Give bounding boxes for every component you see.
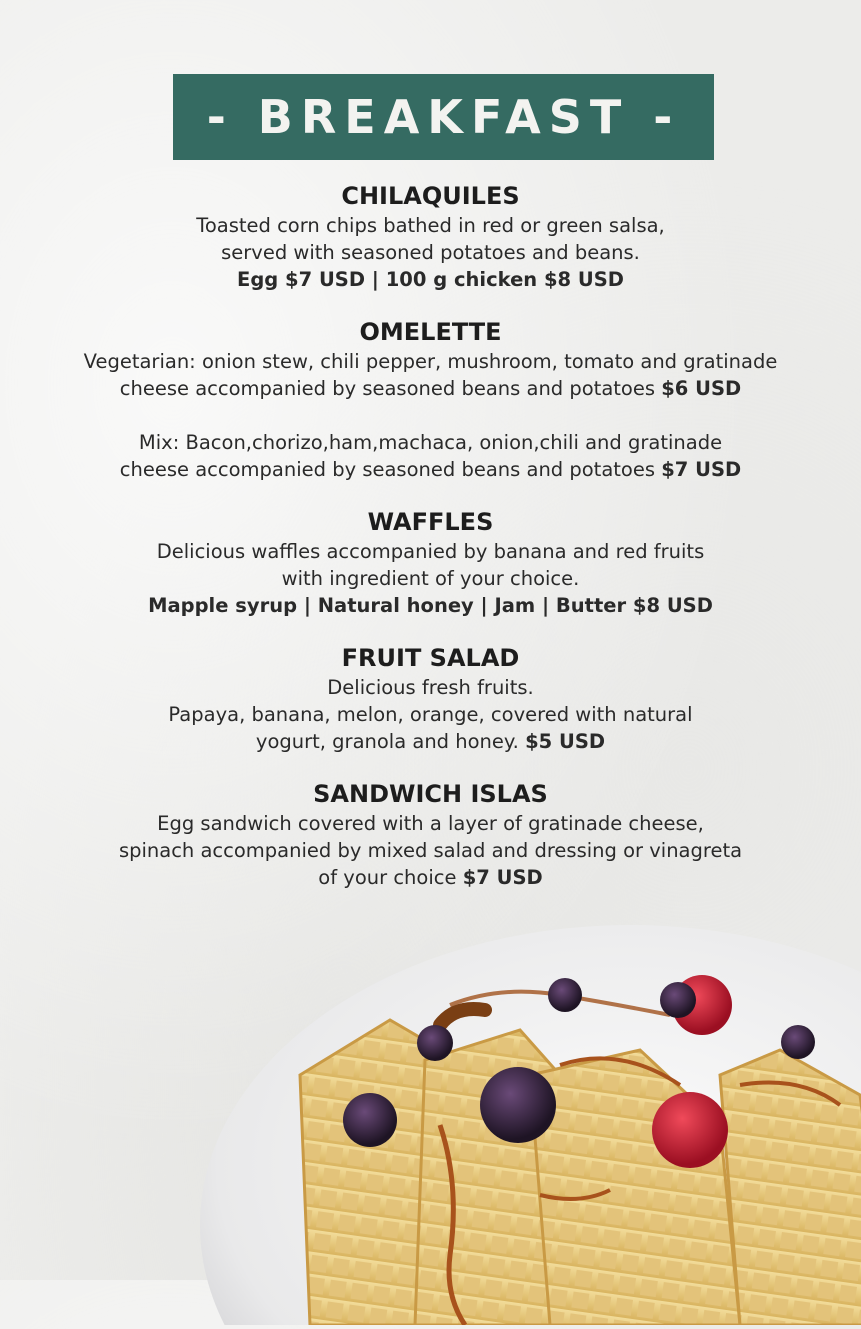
menu-item-chilaquiles [0, 180, 861, 293]
item-price: $6 USD [661, 377, 742, 400]
item-description-text: cheese accompanied by seasoned beans and potatoes [119, 458, 656, 481]
item-price: Egg $7 USD | 100 g chicken $8 USD [237, 268, 624, 291]
item-description [0, 728, 861, 755]
item-description: served with seasoned potatoes and beans. [221, 241, 640, 264]
item-description-text: of your choice [318, 866, 457, 889]
item-description [0, 375, 861, 402]
menu-item-sandwich-islas [0, 778, 861, 891]
item-description: with ingredient of your choice. [281, 567, 580, 590]
item-description: Egg sandwich covered with a layer of gratinade cheese, [157, 812, 704, 835]
menu-list [0, 180, 861, 914]
page-title-banner [173, 74, 714, 160]
menu-item-fruit-salad [0, 642, 861, 755]
item-description: spinach accompanied by mixed salad and dressing or vinagreta [118, 839, 743, 862]
item-description [0, 456, 861, 483]
item-description: Mix: Bacon,chorizo,ham,machaca, onion,chili and gratinade [138, 431, 723, 454]
item-title: OMELETTE [359, 318, 502, 346]
item-description: Papaya, banana, melon, orange, covered with natural [168, 703, 693, 726]
menu-item-omelette [0, 316, 861, 483]
item-description-text: yogurt, granola and honey. [255, 730, 519, 753]
item-description: Delicious waffles accompanied by banana and red fruits [156, 540, 705, 563]
page-title: - BREAKFAST - [206, 90, 681, 144]
item-description: Vegetarian: onion stew, chili pepper, mushroom, tomato and gratinade [83, 350, 778, 373]
waffle-plate-illustration [200, 925, 861, 1325]
waffle-photo [200, 925, 861, 1325]
menu-item-waffles [0, 506, 861, 619]
item-title: FRUIT SALAD [341, 644, 520, 672]
item-price: $5 USD [525, 730, 606, 753]
item-title: SANDWICH ISLAS [313, 780, 548, 808]
item-description: Toasted corn chips bathed in red or green salsa, [196, 214, 665, 237]
item-description [0, 864, 861, 891]
item-description: Delicious fresh fruits. [327, 676, 534, 699]
item-title: WAFFLES [367, 508, 494, 536]
item-title: CHILAQUILES [341, 182, 520, 210]
item-description-text: cheese accompanied by seasoned beans and potatoes [119, 377, 656, 400]
item-price: Mapple syrup | Natural honey | Jam | Butter $8 USD [148, 594, 713, 617]
item-price: $7 USD [661, 458, 742, 481]
item-price: $7 USD [462, 866, 543, 889]
